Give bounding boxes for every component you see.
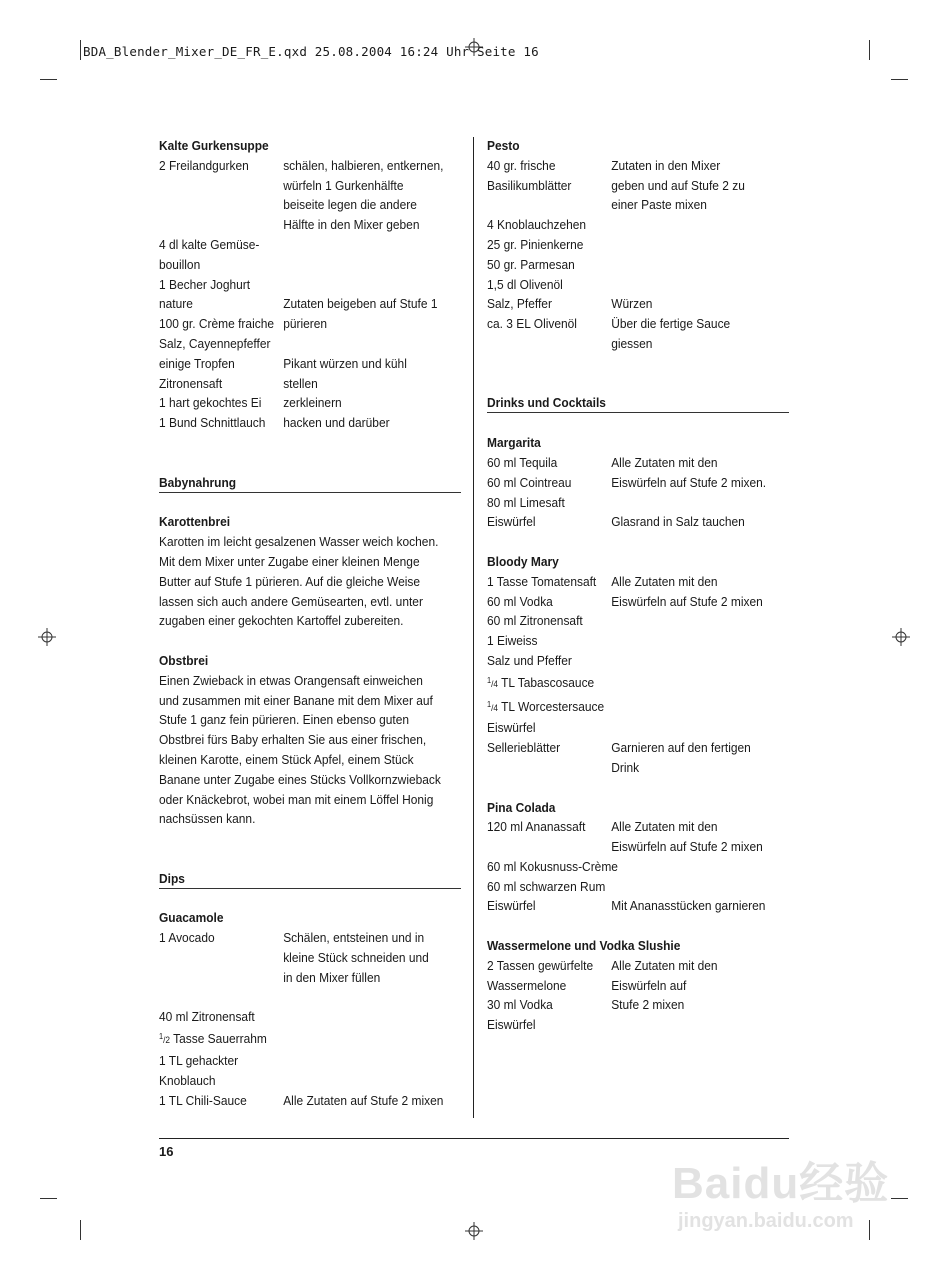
instruction: Alle Zutaten mit den bbox=[611, 573, 718, 589]
ingredient-row bbox=[487, 651, 765, 671]
recipe-title: Margarita bbox=[487, 435, 541, 451]
ingredient: 50 gr. Parmesan bbox=[487, 256, 575, 272]
instruction bbox=[611, 275, 765, 295]
ingredient-row bbox=[487, 592, 765, 612]
ingredient-row bbox=[159, 195, 437, 215]
instruction: Alle Zutaten mit den bbox=[611, 957, 718, 973]
instruction: Alle Zutaten auf Stufe 2 mixen bbox=[283, 1092, 444, 1108]
ingredient: 60 ml Kokusnuss-Crème bbox=[487, 858, 618, 874]
instruction: Eiswürfeln auf Stufe 2 mixen bbox=[611, 593, 763, 609]
instruction: geben und auf Stufe 2 zu bbox=[611, 177, 745, 193]
instruction bbox=[283, 1027, 437, 1051]
instruction: stellen bbox=[283, 375, 318, 391]
ingredient: 60 ml Zitronensaft bbox=[487, 613, 583, 629]
ingredient: Basilikumblätter bbox=[487, 177, 572, 193]
ingredient-row bbox=[487, 314, 765, 334]
ingredient-row bbox=[487, 738, 765, 758]
instruction bbox=[611, 235, 765, 255]
instruction: kleine Stück schneiden und bbox=[283, 950, 429, 966]
ingredient-row bbox=[487, 695, 765, 719]
ingredient: 60 ml schwarzen Rum bbox=[487, 878, 606, 894]
ingredient-row bbox=[487, 156, 765, 176]
ingredient-list bbox=[159, 928, 461, 1110]
instruction bbox=[611, 215, 765, 235]
ingredient: Eiswürfel bbox=[487, 898, 536, 914]
crop-mark bbox=[40, 1198, 57, 1199]
section-heading: Babynahrung bbox=[159, 473, 461, 493]
recipe-title: Karottenbrei bbox=[159, 514, 231, 530]
ingredient-row bbox=[159, 314, 437, 334]
ingredient: ca. 3 EL Olivenöl bbox=[487, 316, 577, 332]
section-heading: Drinks und Cocktails bbox=[487, 393, 789, 413]
left-column bbox=[159, 136, 461, 1110]
ingredient: einige Tropfen bbox=[159, 355, 235, 371]
ingredient: 80 ml Limesaft bbox=[487, 494, 565, 510]
text-line: Einen Zwieback in etwas Orangensaft einweichen bbox=[159, 672, 423, 688]
column-divider bbox=[473, 137, 474, 1118]
crop-mark bbox=[869, 40, 870, 60]
instruction: giessen bbox=[611, 335, 653, 351]
ingredient: 2 Tassen gewürfelte bbox=[487, 957, 594, 973]
ingredient-row bbox=[487, 473, 765, 493]
ingredient bbox=[159, 968, 283, 988]
instruction: Über die fertige Sauce bbox=[611, 316, 731, 332]
ingredient-row bbox=[487, 512, 765, 532]
instruction: Zutaten in den Mixer bbox=[611, 157, 721, 173]
ingredient-row bbox=[487, 758, 765, 778]
ingredient-row bbox=[159, 1051, 437, 1071]
recipe-title: Obstbrei bbox=[159, 652, 209, 668]
ingredient-row bbox=[159, 968, 437, 988]
ingredient-row bbox=[487, 215, 765, 235]
ingredient-row bbox=[487, 611, 765, 631]
right-column bbox=[487, 136, 789, 1035]
ingredient: 1 hart gekochtes Ei bbox=[159, 395, 262, 411]
instruction bbox=[283, 334, 437, 354]
ingredient-row bbox=[159, 988, 437, 1008]
instruction: Eiswürfeln auf bbox=[611, 977, 687, 993]
ingredient-list bbox=[487, 956, 789, 1035]
text-line: und zusammen mit einer Banane mit dem Mixer auf bbox=[159, 692, 433, 708]
ingredient-row bbox=[487, 493, 765, 513]
recipe-title: Kalte Gurkensuppe bbox=[159, 138, 269, 153]
ingredient-list bbox=[487, 572, 789, 778]
ingredient: Eiswürfel bbox=[487, 514, 536, 530]
text-line: Stufe 1 ganz fein pürieren. Einen ebenso guten bbox=[159, 712, 410, 728]
ingredient-row bbox=[159, 374, 437, 394]
ingredient: Salz, Cayennepfeffer bbox=[159, 335, 271, 351]
instruction: Eiswürfeln auf Stufe 2 mixen bbox=[611, 839, 763, 855]
ingredient: Wassermelone bbox=[487, 977, 567, 993]
ingredient: 1 TL gehackter bbox=[159, 1053, 239, 1069]
instruction: würfeln 1 Gurkenhälfte bbox=[283, 177, 404, 193]
instruction: pürieren bbox=[283, 316, 328, 332]
instruction: Würzen bbox=[611, 296, 653, 312]
registration-mark-icon bbox=[465, 38, 483, 56]
ingredient bbox=[487, 758, 611, 778]
ingredient-row bbox=[487, 877, 765, 897]
instruction: Alle Zutaten mit den bbox=[611, 819, 718, 835]
ingredient: 1 TL Chili-Sauce bbox=[159, 1092, 247, 1108]
recipe-text bbox=[159, 671, 461, 829]
section-heading: Dips bbox=[159, 869, 461, 889]
ingredient: 2 Freilandgurken bbox=[159, 157, 249, 173]
ingredient: 1 Avocado bbox=[159, 930, 215, 946]
ingredient: 4 Knoblauchzehen bbox=[487, 217, 587, 233]
text-line: kleinen Karotte, einem Stück Apfel, einem Stück bbox=[159, 751, 414, 767]
registration-mark-icon bbox=[892, 628, 910, 646]
ingredient bbox=[159, 948, 283, 968]
recipe-title: Pina Colada bbox=[487, 799, 556, 815]
text-line: nachsüssen kann. bbox=[159, 811, 256, 827]
instruction: Garnieren auf den fertigen bbox=[611, 740, 751, 756]
ingredient-row bbox=[487, 1015, 765, 1035]
ingredient-row bbox=[159, 176, 437, 196]
instruction bbox=[611, 718, 765, 738]
instruction bbox=[283, 275, 437, 295]
ingredient: 1,5 dl Olivenöl bbox=[487, 276, 563, 292]
ingredient: Salz und Pfeffer bbox=[487, 652, 572, 668]
instruction bbox=[611, 671, 765, 695]
ingredient: 1 Bund Schnittlauch bbox=[159, 415, 266, 431]
ingredient-row bbox=[159, 275, 437, 295]
ingredient: $^1$/4 TL Worcestersauce bbox=[487, 698, 605, 714]
ingredient bbox=[487, 195, 611, 215]
text-line: Mit dem Mixer unter Zugabe einer kleinen Menge bbox=[159, 553, 420, 569]
ingredient-row bbox=[159, 948, 437, 968]
recipe-text bbox=[159, 532, 461, 631]
ingredient bbox=[487, 334, 611, 354]
ingredient-row bbox=[159, 354, 437, 374]
instruction bbox=[611, 631, 765, 651]
ingredient-row bbox=[159, 1027, 437, 1051]
instruction bbox=[611, 611, 765, 631]
recipe-title: Pesto bbox=[487, 138, 520, 153]
ingredient: 4 dl kalte Gemüse- bbox=[159, 236, 260, 252]
instruction: in den Mixer füllen bbox=[283, 969, 381, 985]
text-line: Karotten im leicht gesalzenen Wasser weich kochen. bbox=[159, 534, 439, 550]
instruction: Eiswürfeln auf Stufe 2 mixen. bbox=[611, 474, 767, 490]
ingredient: nature bbox=[159, 296, 193, 312]
ingredient-row bbox=[487, 453, 765, 473]
instruction bbox=[283, 235, 437, 255]
file-slug: BDA_Blender_Mixer_DE_FR_E.qxd 25.08.2004 16:24 Uhr Seite 16 bbox=[83, 44, 539, 59]
ingredient-row bbox=[487, 837, 765, 857]
ingredient: 60 ml Cointreau bbox=[487, 474, 572, 490]
instruction: Alle Zutaten mit den bbox=[611, 454, 718, 470]
instruction bbox=[611, 651, 765, 671]
text-line: Banane unter Zugabe eines Stücks Vollkornzwieback bbox=[159, 771, 441, 787]
instruction: Hälfte in den Mixer geben bbox=[283, 217, 420, 233]
instruction bbox=[611, 493, 765, 513]
ingredient-row bbox=[487, 275, 765, 295]
ingredient: Sellerieblätter bbox=[487, 740, 561, 756]
instruction: Pikant würzen und kühl bbox=[283, 355, 407, 371]
ingredient-row bbox=[159, 255, 437, 275]
ingredient: Eiswürfel bbox=[487, 720, 536, 736]
instruction: hacken und darüber bbox=[283, 415, 390, 431]
ingredient: 1 Eiweiss bbox=[487, 633, 538, 649]
instruction bbox=[283, 1071, 437, 1091]
text-line: Obstbrei fürs Baby erhalten Sie aus einer frischen, bbox=[159, 732, 427, 748]
instruction bbox=[611, 255, 765, 275]
ingredient bbox=[159, 176, 283, 196]
ingredient-row bbox=[159, 294, 437, 314]
ingredient: 1 Tasse Tomatensaft bbox=[487, 573, 597, 589]
ingredient-row bbox=[159, 1071, 437, 1091]
ingredient: 120 ml Ananassaft bbox=[487, 819, 586, 835]
ingredient-row bbox=[487, 334, 765, 354]
ingredient-row bbox=[487, 176, 765, 196]
crop-mark bbox=[891, 79, 908, 80]
footer-rule bbox=[159, 1138, 789, 1139]
text-line: oder Knäckebrot, wobei man mit einem Löffel Honig bbox=[159, 791, 434, 807]
instruction bbox=[283, 1051, 437, 1071]
page-number: 16 bbox=[159, 1144, 174, 1159]
ingredient-row bbox=[487, 718, 765, 738]
instruction: Zutaten beigeben auf Stufe 1 bbox=[283, 296, 438, 312]
instruction bbox=[611, 877, 765, 897]
ingredient: 30 ml Vodka bbox=[487, 997, 553, 1013]
ingredient bbox=[159, 215, 283, 235]
ingredient: $^1$/2 Tasse Sauerrahm bbox=[159, 1031, 267, 1047]
registration-mark-icon bbox=[38, 628, 56, 646]
instruction: einer Paste mixen bbox=[611, 197, 707, 213]
ingredient-list bbox=[487, 156, 789, 354]
ingredient: 40 ml Zitronensaft bbox=[159, 1009, 255, 1025]
ingredient-row bbox=[487, 255, 765, 275]
ingredient-row bbox=[159, 1007, 437, 1027]
text-line: lassen sich auch andere Gemüsearten, evtl. unter bbox=[159, 593, 423, 609]
ingredient: 60 ml Vodka bbox=[487, 593, 553, 609]
ingredient-row bbox=[487, 995, 765, 1015]
ingredient-list bbox=[159, 156, 461, 433]
ingredient: 100 gr. Crème fraiche bbox=[159, 316, 275, 332]
text-line: zugaben einer gekochten Kartoffel zubereiten. bbox=[159, 613, 404, 629]
text-line: Butter auf Stufe 1 pürieren. Auf die gleiche Weise bbox=[159, 573, 421, 589]
instruction: Glasrand in Salz tauchen bbox=[611, 514, 745, 530]
ingredient: Knoblauch bbox=[159, 1072, 216, 1088]
ingredient-row bbox=[487, 671, 765, 695]
ingredient-row bbox=[487, 976, 765, 996]
ingredient: 60 ml Tequila bbox=[487, 454, 558, 470]
registration-mark-icon bbox=[465, 1222, 483, 1240]
instruction: Mit Ananasstücken garnieren bbox=[611, 898, 766, 914]
instruction: schälen, halbieren, entkernen, bbox=[283, 157, 444, 173]
instruction bbox=[283, 1007, 437, 1027]
ingredient-row bbox=[159, 215, 437, 235]
instruction bbox=[611, 857, 765, 877]
recipe-title: Wassermelone und Vodka Slushie bbox=[487, 938, 681, 954]
ingredient-row bbox=[159, 235, 437, 255]
ingredient: 40 gr. frische bbox=[487, 157, 556, 173]
instruction: Schälen, entsteinen und in bbox=[283, 930, 425, 946]
ingredient-row bbox=[159, 156, 444, 176]
ingredient-row bbox=[487, 195, 765, 215]
ingredient-row bbox=[487, 896, 765, 916]
instruction bbox=[611, 695, 765, 719]
instruction: beiseite legen die andere bbox=[283, 197, 417, 213]
ingredient: $^1$/4 TL Tabascosauce bbox=[487, 674, 595, 690]
ingredient: 25 gr. Pinienkerne bbox=[487, 236, 584, 252]
instruction: Stufe 2 mixen bbox=[611, 997, 685, 1013]
ingredient-row bbox=[159, 393, 437, 413]
instruction bbox=[611, 1015, 765, 1035]
watermark-url: jingyan.baidu.com bbox=[678, 1210, 854, 1232]
ingredient-row bbox=[487, 294, 765, 314]
ingredient bbox=[159, 195, 283, 215]
watermark-text: Baidu经验 bbox=[672, 1159, 890, 1208]
watermark-logo bbox=[672, 1160, 902, 1250]
instruction bbox=[283, 255, 437, 275]
ingredient: Salz, Pfeffer bbox=[487, 296, 552, 312]
ingredient: 1 Becher Joghurt bbox=[159, 276, 251, 292]
recipe-title: Guacamole bbox=[159, 910, 224, 926]
ingredient-list bbox=[487, 453, 789, 532]
ingredient-row bbox=[487, 631, 765, 651]
instruction: zerkleinern bbox=[283, 395, 342, 411]
ingredient-row bbox=[159, 334, 437, 354]
crop-mark bbox=[80, 1220, 81, 1240]
instruction: Drink bbox=[611, 759, 640, 775]
ingredient-row bbox=[487, 817, 765, 837]
ingredient-row bbox=[487, 572, 765, 592]
ingredient-row bbox=[159, 1091, 444, 1111]
ingredient-row bbox=[159, 413, 437, 433]
ingredient: bouillon bbox=[159, 256, 201, 272]
ingredient-row bbox=[487, 956, 765, 976]
crop-mark bbox=[80, 40, 81, 60]
recipe-title: Bloody Mary bbox=[487, 553, 559, 569]
ingredient-row bbox=[159, 928, 437, 948]
ingredient-row bbox=[487, 857, 765, 877]
ingredient-row bbox=[487, 235, 765, 255]
ingredient: Zitronensaft bbox=[159, 375, 223, 391]
crop-mark bbox=[40, 79, 57, 80]
ingredient: Eiswürfel bbox=[487, 1017, 536, 1033]
ingredient bbox=[487, 837, 611, 857]
ingredient-list bbox=[487, 817, 789, 916]
